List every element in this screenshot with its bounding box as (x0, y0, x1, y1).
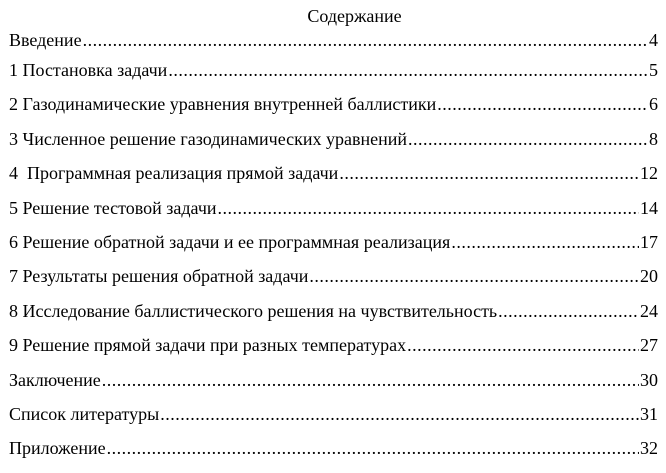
toc-entry-page: 20 (640, 266, 658, 287)
toc-entry-page: 6 (649, 94, 658, 115)
toc-entry (9, 128, 658, 162)
toc-leader-dots (168, 59, 648, 81)
toc-leader-dots (83, 29, 648, 51)
toc-leader-dots (408, 128, 648, 150)
toc-entry-label: Список литературы (9, 403, 160, 424)
toc-leader-dots (218, 197, 639, 219)
toc-entry-page: 17 (640, 231, 658, 252)
toc-entry (9, 334, 658, 368)
toc-entry (9, 300, 658, 334)
toc-entry-label: 4 Программная реализация прямой задачи (9, 163, 339, 184)
toc-leader-dots (339, 162, 639, 184)
toc-entry-page: 5 (649, 60, 658, 80)
toc-entry (9, 197, 658, 231)
toc-entry (9, 231, 658, 265)
toc-leader-dots (107, 437, 639, 459)
toc-entry-page: 31 (640, 403, 658, 424)
toc-entry-page: 4 (649, 30, 658, 50)
toc-entry-page: 24 (640, 300, 658, 321)
toc-entry-label: Заключение (9, 369, 101, 390)
toc-leader-dots (102, 369, 639, 391)
toc-entry-label: 7 Результаты решения обратной задачи (9, 266, 309, 287)
toc-entry-page: 32 (640, 438, 658, 459)
toc-entry-page: 30 (640, 369, 658, 390)
toc-entry (9, 29, 658, 59)
toc-entry-page: 27 (640, 335, 658, 356)
toc-leader-dots (309, 265, 639, 287)
toc-entry-label: 8 Исследование баллистического решения на чувствительность (9, 300, 498, 321)
toc-entry (9, 59, 658, 93)
toc-entry-label: 9 Решение прямой задачи при разных температурах (9, 335, 407, 356)
toc-entry-label: 3 Численное решение газодинамических уравнений (9, 128, 408, 149)
toc-entry (9, 403, 658, 437)
toc-entry-label: 2 Газодинамические уравнения внутренней баллистики (9, 94, 437, 115)
toc-entry-page: 12 (640, 163, 658, 184)
toc-entry-page: 8 (649, 128, 658, 149)
toc-entry-label: Приложение (9, 438, 106, 459)
toc-entry-page: 14 (640, 197, 658, 218)
toc-entry-label: 6 Решение обратной задачи и ее программная реализация (9, 231, 451, 252)
toc-entry (9, 369, 658, 403)
toc-entry (9, 265, 658, 299)
toc-entry-label: 5 Решение тестовой задачи (9, 197, 217, 218)
toc-leader-dots (437, 93, 648, 115)
toc-title: Содержание (307, 6, 402, 26)
toc-entry-label: 1 Постановка задачи (9, 60, 168, 80)
toc-leader-dots (160, 403, 639, 425)
toc-entry (9, 93, 658, 127)
toc-list (9, 29, 658, 472)
toc-leader-dots (451, 231, 639, 253)
toc-leader-dots (498, 300, 639, 322)
toc-entry (9, 162, 658, 196)
toc-leader-dots (407, 334, 639, 356)
toc-entry (9, 437, 658, 471)
toc-entry-label: Введение (9, 30, 82, 50)
